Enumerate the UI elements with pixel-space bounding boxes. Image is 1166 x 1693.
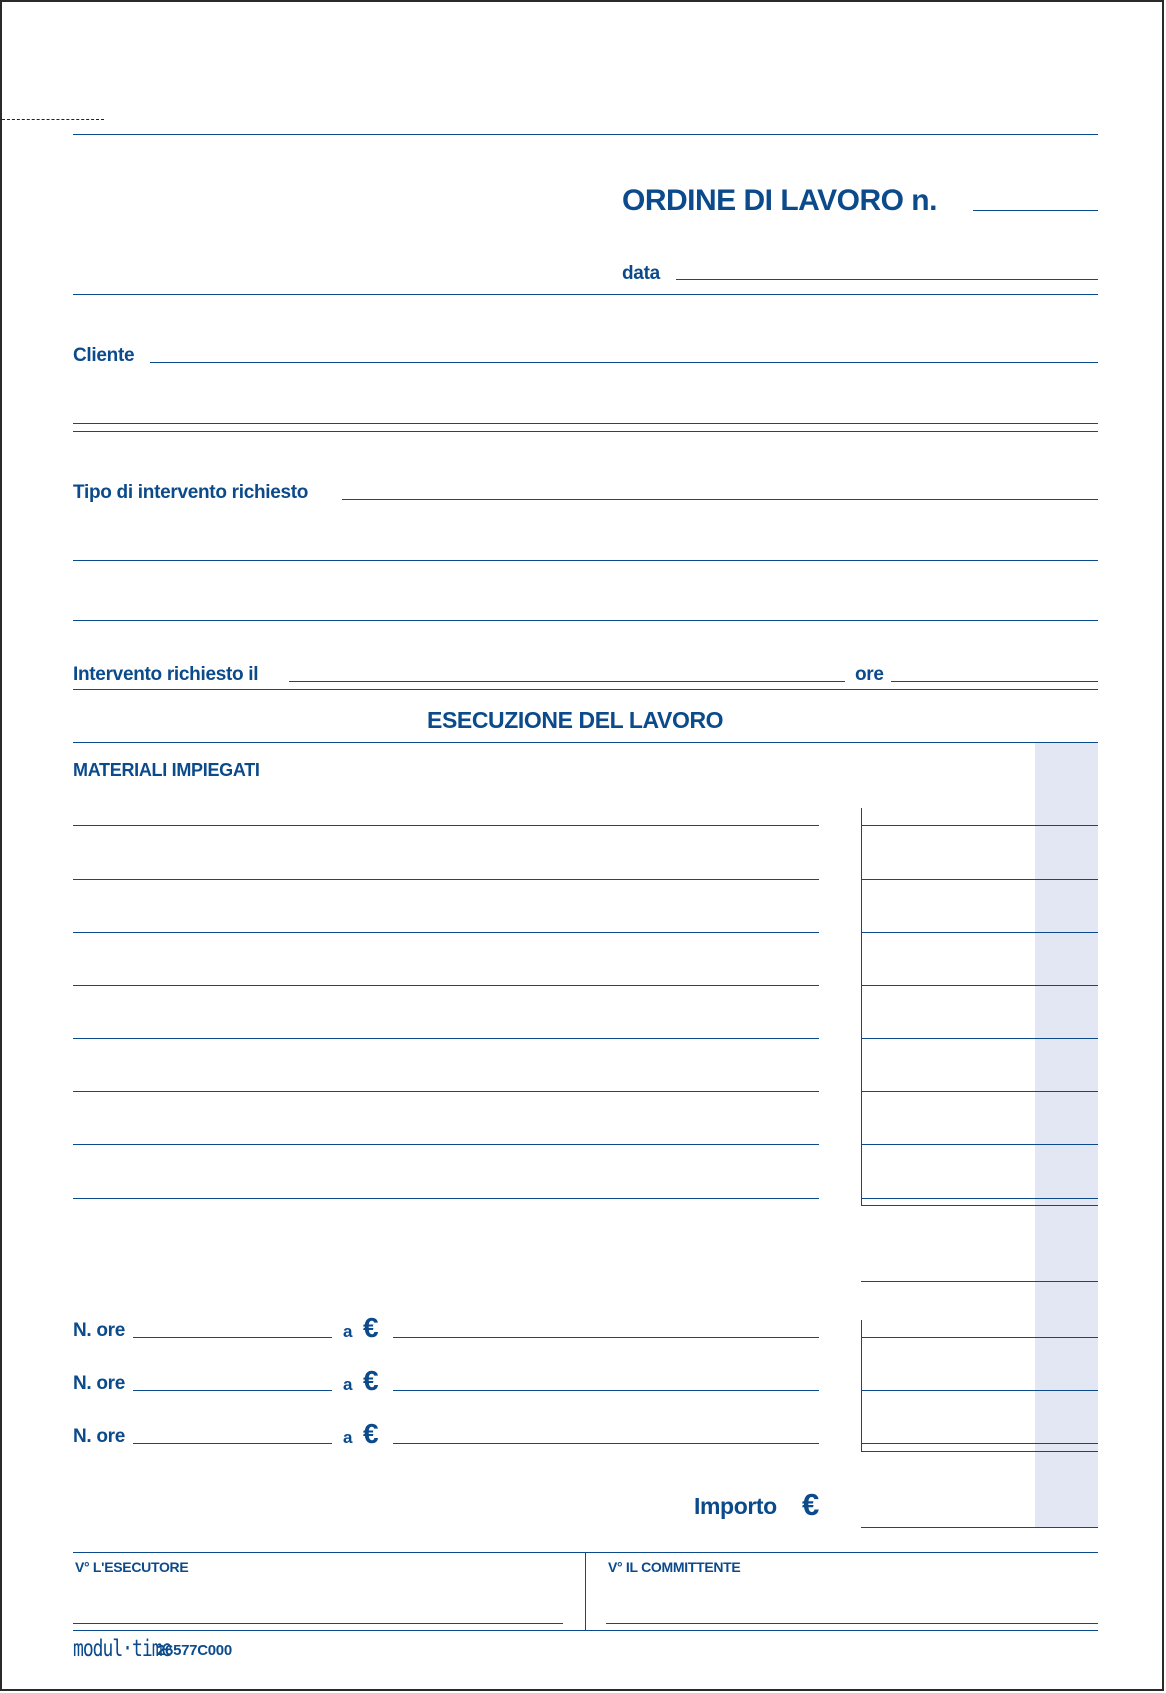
labor-total-rule — [861, 1451, 1098, 1452]
total-amount-field[interactable] — [861, 1527, 1098, 1528]
euro-icon: € — [363, 1418, 379, 1449]
material-amount-1[interactable] — [861, 825, 1098, 826]
client-signature-field[interactable] — [606, 1623, 1098, 1624]
material-line-5[interactable] — [73, 1038, 819, 1039]
executor-signature-label: V° L'ESECUTORE — [75, 1559, 189, 1575]
client-label: Cliente — [73, 345, 135, 366]
date-field[interactable] — [676, 279, 1098, 280]
material-amount-7[interactable] — [861, 1144, 1098, 1145]
execution-section-title: ESECUZIONE DEL LAVORO — [427, 707, 724, 733]
header-bottom-rule — [73, 294, 1098, 295]
material-amount-8[interactable] — [861, 1198, 1098, 1199]
labor-rate-label-2: a — [343, 1375, 353, 1394]
executor-signature-field[interactable] — [73, 1623, 563, 1624]
amount-label: Importo — [694, 1493, 777, 1519]
material-line-4[interactable] — [73, 985, 819, 986]
material-amount-3[interactable] — [861, 932, 1098, 933]
execution-top-rule — [73, 742, 1098, 743]
labor-rate-field-1[interactable] — [393, 1337, 819, 1338]
materials-subtotal-field[interactable] — [861, 1281, 1098, 1282]
client-signature-label: V° IL COMMITTENTE — [608, 1559, 741, 1575]
requested-time-field[interactable] — [891, 681, 1098, 682]
form-code: 26577C000 — [157, 1642, 232, 1659]
client-field-line-2[interactable] — [73, 423, 1098, 424]
euro-icon: € — [363, 1312, 379, 1343]
date-label: data — [622, 263, 660, 284]
labor-hours-label-2: N. ore — [73, 1373, 126, 1394]
labor-amount-3[interactable] — [861, 1443, 1098, 1444]
tear-off-dashed-line — [2, 119, 104, 120]
labor-rate-label-1: a — [343, 1322, 353, 1341]
labor-rate-label-3: a — [343, 1428, 353, 1447]
time-label: ore — [855, 664, 884, 685]
labor-rate-field-2[interactable] — [393, 1390, 819, 1391]
material-line-1[interactable] — [73, 825, 819, 826]
materials-amount-column-divider — [861, 808, 862, 1206]
labor-hours-label-1: N. ore — [73, 1320, 126, 1341]
material-amount-4[interactable] — [861, 985, 1098, 986]
labor-hours-field-3[interactable] — [133, 1443, 332, 1444]
labor-amount-1[interactable] — [861, 1337, 1098, 1338]
material-amount-2[interactable] — [861, 879, 1098, 880]
amount-column-shading — [1035, 743, 1098, 1528]
signature-bottom-rule — [73, 1630, 1098, 1631]
request-type-field-line-2[interactable] — [73, 560, 1098, 561]
labor-hours-field-2[interactable] — [133, 1390, 332, 1391]
request-type-label: Tipo di intervento richiesto — [73, 482, 309, 503]
brand-logo: modul·time — [73, 1635, 172, 1663]
materials-total-rule — [861, 1205, 1098, 1206]
labor-amount-2[interactable] — [861, 1390, 1098, 1391]
form-title: ORDINE DI LAVORO n. — [622, 184, 937, 217]
material-line-7[interactable] — [73, 1144, 819, 1145]
top-rule — [73, 134, 1098, 135]
request-type-field-line-3[interactable] — [73, 620, 1098, 621]
material-line-3[interactable] — [73, 932, 819, 933]
signature-divider — [585, 1553, 586, 1631]
labor-rate-field-3[interactable] — [393, 1443, 819, 1444]
material-line-2[interactable] — [73, 879, 819, 880]
client-bottom-rule — [73, 431, 1098, 432]
material-amount-6[interactable] — [861, 1091, 1098, 1092]
requested-on-date-field[interactable] — [289, 681, 845, 682]
labor-hours-label-3: N. ore — [73, 1426, 126, 1447]
materials-label: MATERIALI IMPIEGATI — [73, 760, 260, 780]
order-number-field[interactable] — [973, 210, 1098, 211]
material-line-8[interactable] — [73, 1198, 819, 1199]
labor-amount-column-divider — [861, 1320, 862, 1452]
labor-hours-field-1[interactable] — [133, 1337, 332, 1338]
euro-icon: € — [363, 1365, 379, 1396]
material-line-6[interactable] — [73, 1091, 819, 1092]
request-type-field[interactable] — [342, 499, 1098, 500]
euro-icon: € — [802, 1487, 820, 1522]
material-amount-5[interactable] — [861, 1038, 1098, 1039]
client-field[interactable] — [150, 362, 1098, 363]
request-bottom-rule — [73, 689, 1098, 690]
requested-on-label: Intervento richiesto il — [73, 664, 259, 685]
